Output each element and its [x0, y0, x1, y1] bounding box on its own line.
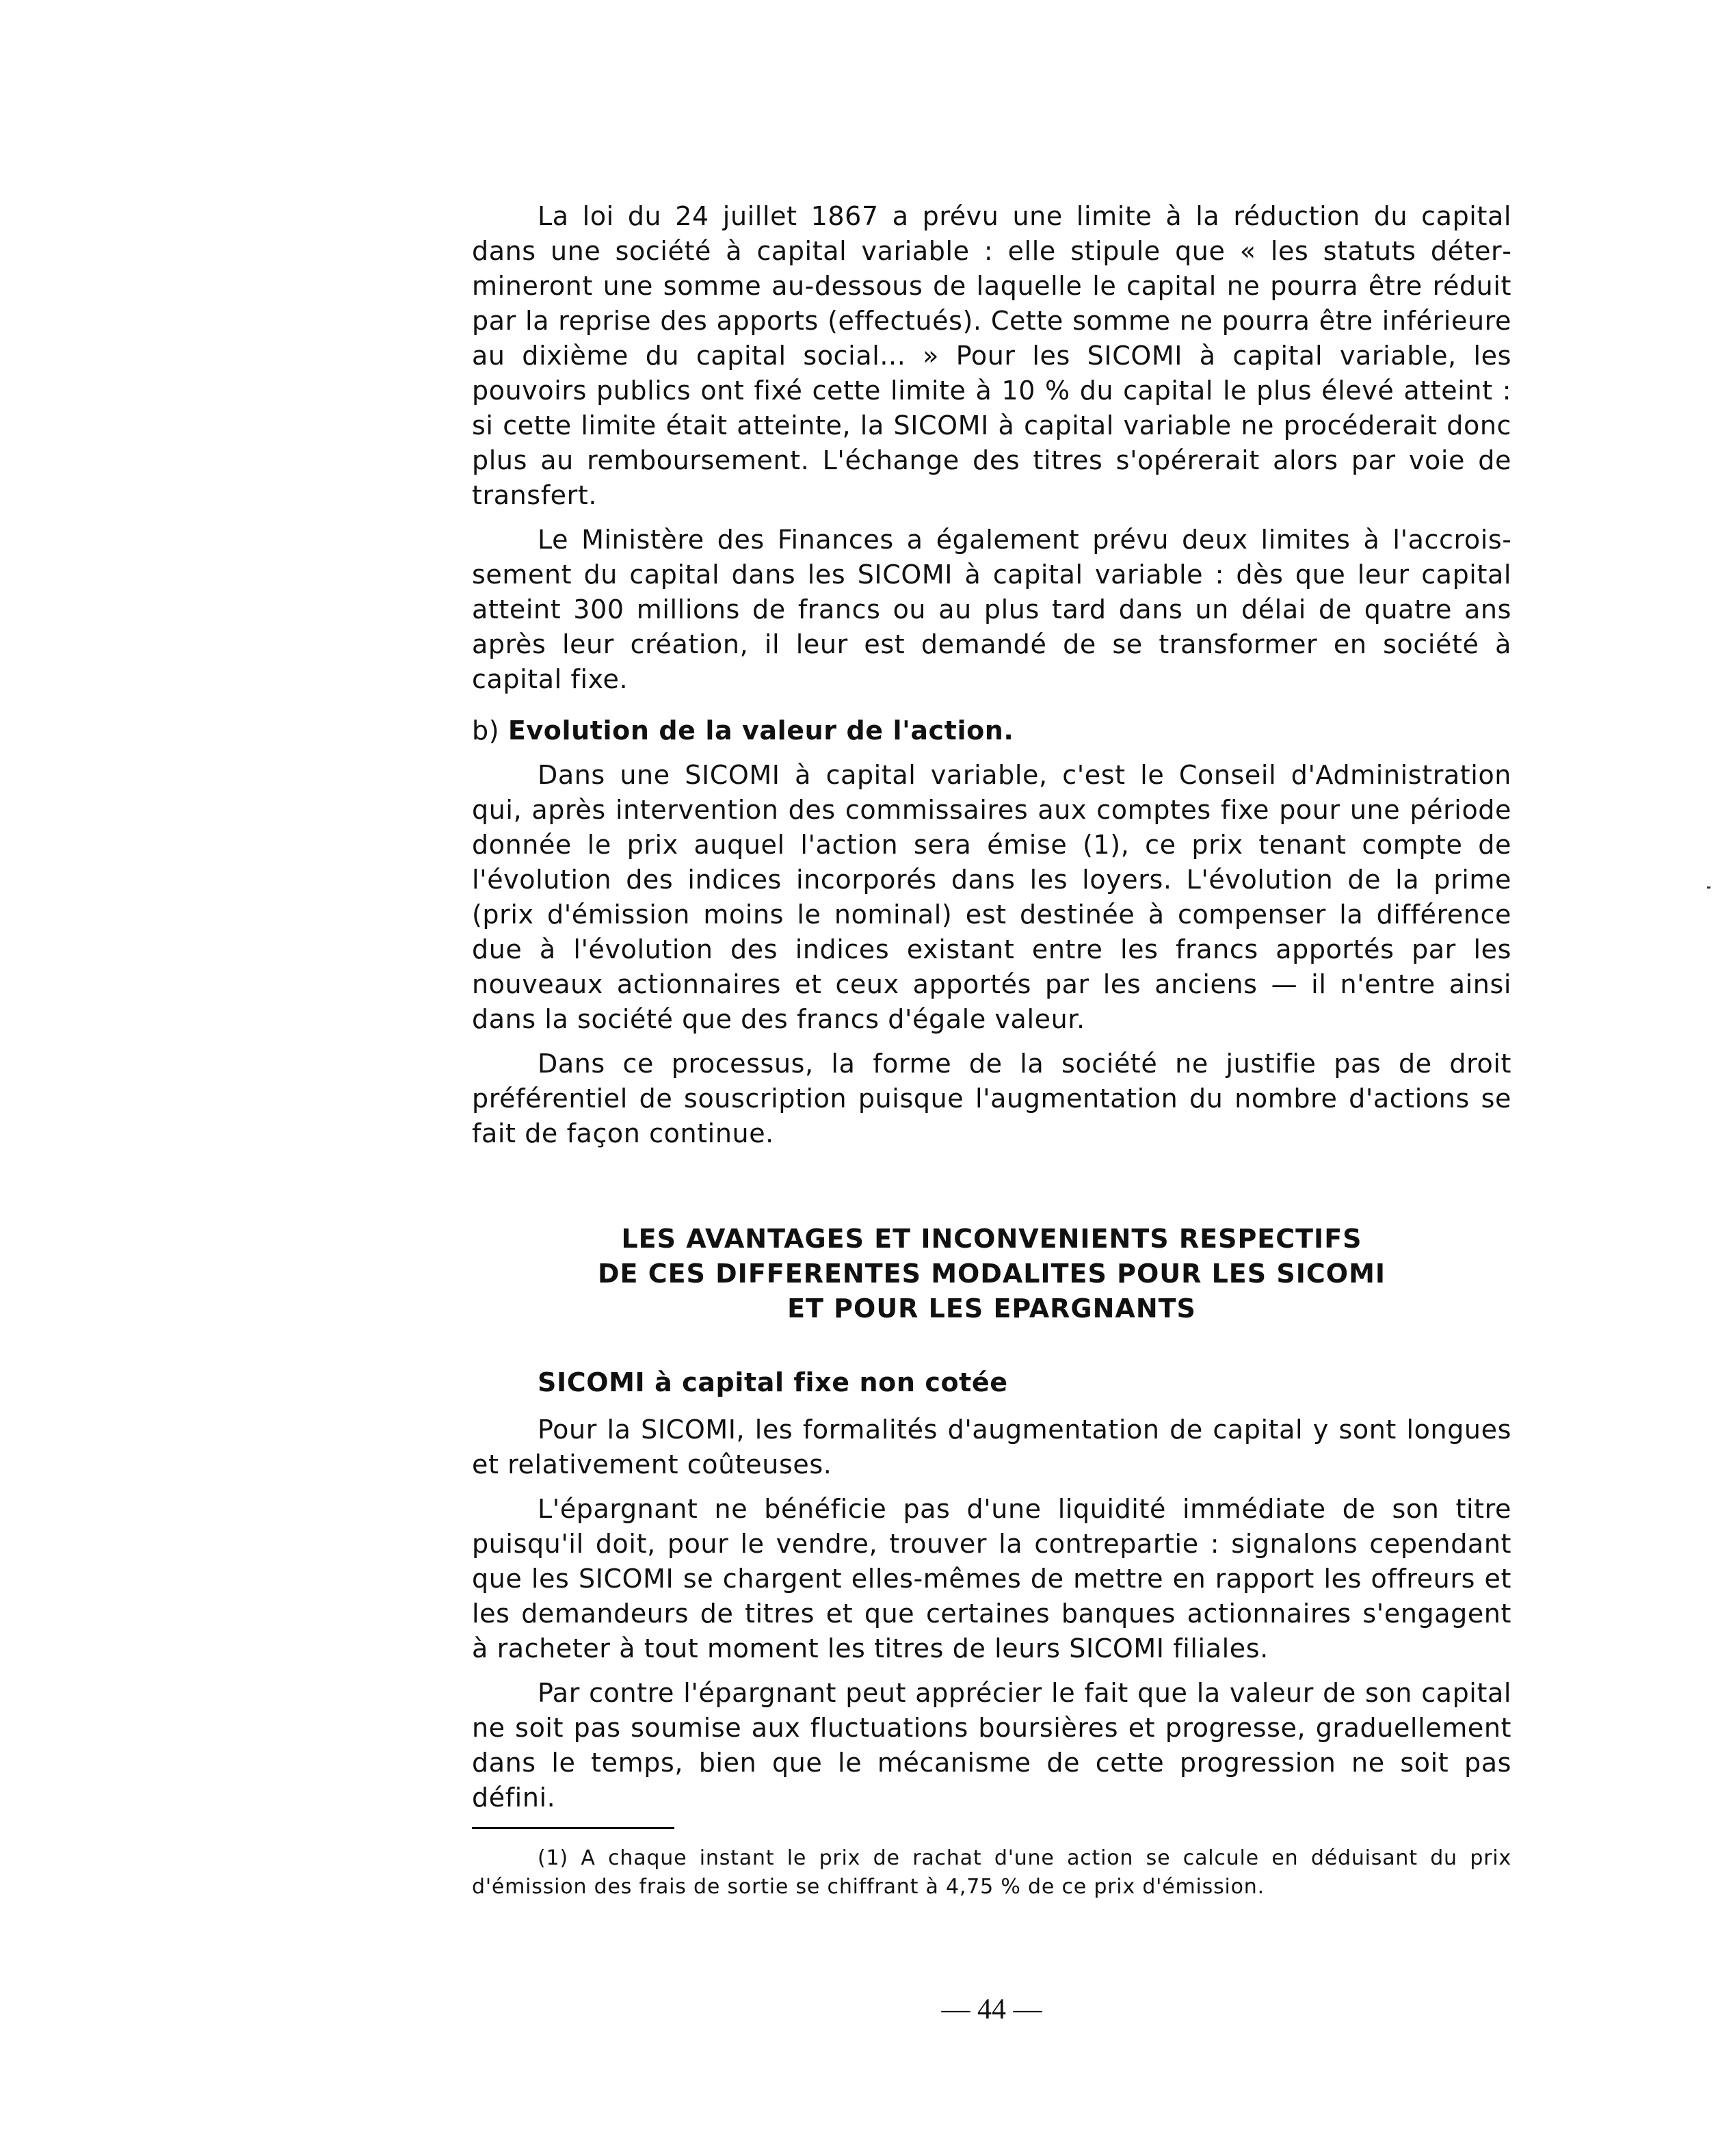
- section-heading: SICOMI à capital fixe non cotée: [538, 1367, 1008, 1397]
- main-heading-line: ET POUR LES EPARGNANTS: [787, 1293, 1196, 1324]
- main-heading-line: DE CES DIFFERENTES MODALITES POUR LES SICOMI: [597, 1259, 1386, 1289]
- paragraph-capital-increase: Le Ministère des Finances a également prévu deux limites à l'accroissement du capital dans les SICOMI à capital variable : dès que leur capital atteint 300 millions de francs ou au plus tard dans un délai de quatre ans après leur création, il leur est demandé de se transformer en société à capital fixe.: [472, 525, 1511, 694]
- subsection-b-title: Evolution de la valeur de l'action.: [507, 715, 1014, 746]
- margin-mark: [1707, 886, 1710, 889]
- paragraph-valuation: Par contre l'épargnant peut apprécier le fait que la valeur de son capital ne soit pas soumise aux fluctuations boursières et progresse, graduellement dans le temps, bien que le mécanisme de cette progression ne soit pas défini.: [472, 1678, 1511, 1813]
- main-heading-line: LES AVANTAGES ET INCONVENIENTS RESPECTIFS: [621, 1224, 1362, 1254]
- paragraph-formalities: Pour la SICOMI, les formalités d'augmentation de capital y sont longues et relativement coûteuses.: [472, 1415, 1511, 1480]
- main-heading: [472, 1222, 1511, 1326]
- text-block-top: [472, 199, 1511, 697]
- page-number: — 44 —: [941, 1994, 1042, 2025]
- section-fixed-capital: [472, 1365, 1511, 1815]
- subsection-b-heading: [472, 713, 1511, 748]
- paragraph-share-value: Dans une SICOMI à capital variable, c'est le Conseil d'Administration qui, après intervention des commissaires aux comptes fixe pour une période donnée le prix auquel l'action sera émise (1), ce prix tenant compte de l'évolution des indices incorporés dans les loyers. L'évolution de la prime (prix d'émission moins le nominal) est destinée à compenser la différence due à l'évolution des indices existant entre les francs apportés par les nouveaux actionnaires et ceux apportés par les anciens — il n'entre ainsi dans la société que des francs d'égale valeur.: [472, 760, 1511, 1034]
- paragraph-capital-reduction: La loi du 24 juillet 1867 a prévu une limite à la réduction du capital dans une société à capital variable : elle stipule que « les statuts détermineront une somme au-dessous de laquelle le capital ne pourra être réduit par la reprise des apports (effectués). Cette somme ne pourra être inférieure au dixième du capital social... » Pour les SICOMI à capital variable, les pouvoirs publics ont fixé cette limite à 10 % du capital le plus élevé atteint : si cette limite était atteinte, la SICOMI à capital variable ne procéderait donc plus au remboursement. L'échange des titres s'opérerait alors par voie de transfert.: [472, 201, 1511, 510]
- subsection-b-prefix: b): [472, 715, 508, 746]
- footnote: (1) A chaque instant le prix de rachat d'une action se calcule en déduisant du prix d'émission des frais de sortie se chiffrant à 4,75 % de ce prix d'émission.: [472, 1846, 1511, 1899]
- footnote-rule: [472, 1827, 674, 1829]
- paragraph-liquidity: L'épargnant ne bénéficie pas d'une liquidité immédiate de son titre puisqu'il doit, pour le vendre, trouver la contrepartie : signalons cependant que les SICOMI se chargent elles-mêmes de mettre en rapport les offreurs et les demandeurs de titres et que certaines banques actionnaires s'engagent à racheter à tout moment les titres de leurs SICOMI filiales.: [472, 1494, 1511, 1664]
- paragraph-process: Dans ce processus, la forme de la société ne justifie pas de droit préférentiel de souscription puisque l'augmentation du nombre d'actions se fait de façon continue.: [472, 1049, 1511, 1148]
- subsection-b: [472, 713, 1511, 1151]
